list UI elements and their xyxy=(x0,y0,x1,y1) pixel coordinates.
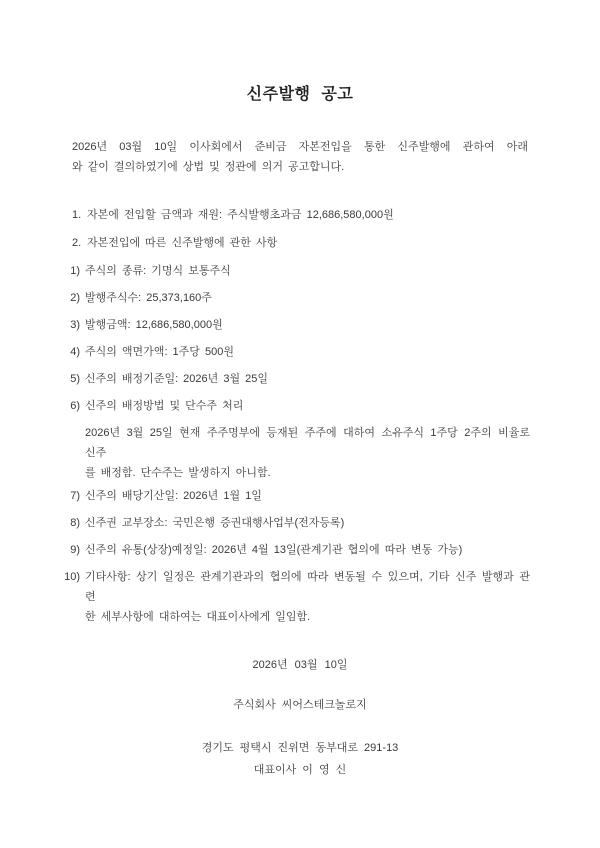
company-address: 경기도 평택시 진위면 동부대로 291-13 xyxy=(201,742,399,754)
sub-item-stock-type xyxy=(60,261,530,281)
sub-item-dividend-date xyxy=(60,486,530,506)
sub-item-text: 신주의 유통(상장)예정일: 2026년 4월 13일(관계기관 협의에 따라 변동 가능) xyxy=(85,544,463,556)
sub-item-listing-date xyxy=(60,540,530,560)
sub-item-share-count xyxy=(60,288,530,308)
sub-item-text: 발행주식수: 25,373,160주 xyxy=(85,292,212,304)
list-item-text: 자본전입에 따른 신주발행에 관한 사항 xyxy=(87,237,278,249)
sub-item-record-date xyxy=(60,369,530,389)
sub-item-text: 발행금액: 12,686,580,000원 xyxy=(85,319,223,331)
sub-item-par-value xyxy=(60,342,530,362)
list-item-issuance-matters xyxy=(72,233,530,253)
intro-line: 와 같이 결의하였기에 상법 및 정관에 의거 공고합니다. xyxy=(72,161,345,173)
sub-item-number: 9) xyxy=(70,544,80,556)
intro-line: 2026년 03월 10일 이사회에서 준비금 자본전입을 통한 신주발행에 관하여 아래 xyxy=(72,141,528,153)
sub-item-number: 7) xyxy=(70,490,80,502)
sub-item-text: 주식의 액면가액: 1주당 500원 xyxy=(85,346,234,358)
list-item-capital-amount xyxy=(72,205,530,225)
company-name: 주식회사 씨어스테크놀로지 xyxy=(233,699,367,711)
sub-item-text: 신주의 배정기준일: 2026년 3월 25일 xyxy=(85,373,268,385)
sub-item-text: 신주의 배정방법 및 단수주 처리 xyxy=(85,400,244,412)
allocation-note-line: 2026년 3월 25일 현재 주주명부에 등재된 주주에 대하여 소유주식 1주당 2주의 비율로 신주 xyxy=(85,427,530,459)
sub-item-issue-amount xyxy=(60,315,530,335)
allocation-note-line: 를 배정함. 단수주는 발생하지 아니함. xyxy=(85,467,271,479)
sub-item-certificate-place xyxy=(60,513,530,533)
sub-item-text xyxy=(85,567,530,627)
ceo-name: 대표이사 이 영 신 xyxy=(253,764,347,776)
sub-item-other-matters xyxy=(60,567,530,627)
sub-item-allocation-method xyxy=(60,396,530,416)
sub-item-number: 8) xyxy=(70,517,80,529)
list-item-text: 자본에 전입할 금액과 재원: 주식발행초과금 12,686,580,000원 xyxy=(87,209,394,221)
allocation-note xyxy=(85,423,530,483)
page-title: 신주발행 공고 xyxy=(246,86,354,103)
sub-item-number: 4) xyxy=(70,346,80,358)
notice-date: 2026년 03월 10일 xyxy=(252,659,348,671)
sub-item-number: 10) xyxy=(64,571,80,583)
list-item-number: 2. xyxy=(72,237,82,249)
list-item-number: 1. xyxy=(72,209,82,221)
intro-paragraph xyxy=(72,137,528,177)
sub-item-text-line: 한 세부사항에 대하여는 대표이사에게 일임함. xyxy=(85,611,311,623)
sub-item-number: 2) xyxy=(70,292,80,304)
sub-item-text: 주식의 종류: 기명식 보통주식 xyxy=(85,265,231,277)
sub-item-text-line: 기타사항: 상기 일정은 관계기관과의 협의에 따라 변동될 수 있으며, 기타 신주 발행과 관련 xyxy=(85,571,530,603)
sub-item-number: 5) xyxy=(70,373,80,385)
sub-item-number: 3) xyxy=(70,319,80,331)
sub-item-number: 6) xyxy=(70,400,80,412)
sub-item-text: 신주권 교부장소: 국민은행 증권대행사업부(전자등록) xyxy=(85,517,345,529)
sub-item-text: 신주의 배당기산일: 2026년 1월 1일 xyxy=(85,490,262,502)
sub-item-number: 1) xyxy=(70,265,80,277)
